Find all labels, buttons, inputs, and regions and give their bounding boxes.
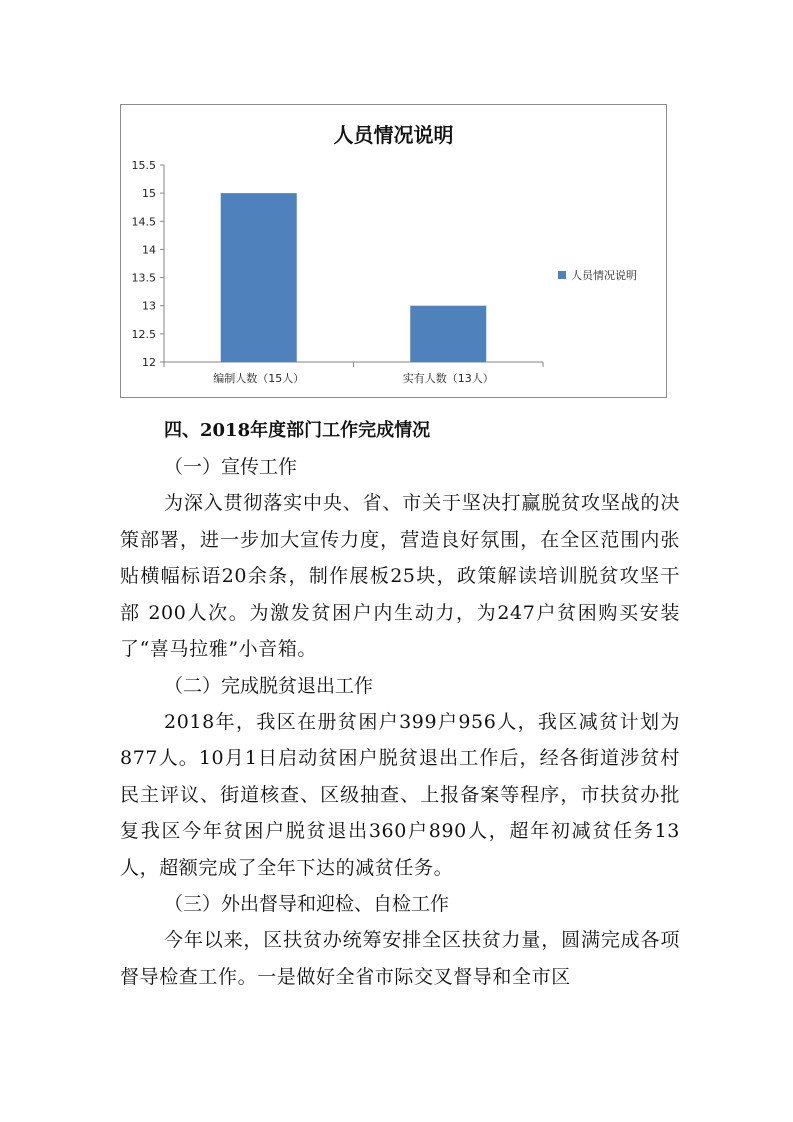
- legend-label: 人员情况说明: [571, 269, 637, 282]
- chart-plot: [121, 105, 666, 397]
- y-tick-label: 12: [142, 356, 156, 369]
- y-tick-label: 15: [142, 187, 156, 201]
- y-tick-label: 12.5: [131, 327, 156, 341]
- subsection-heading-publicity: （一）宣传工作: [164, 456, 298, 478]
- document-body: [120, 413, 680, 995]
- section-heading: 四、2018年度部门工作完成情况: [164, 420, 431, 441]
- paragraph-inspection: 今年以来，区扶贫办统筹安排全区扶贫力量，圆满完成各项督导检查工作。一是做好全省市际交叉督导和全市区: [120, 929, 680, 988]
- x-tick-label: 编制人数（15人）: [213, 372, 305, 385]
- legend-swatch: [558, 271, 566, 279]
- subsection-heading-inspection: （三）外出督导和迎检、自检工作: [164, 893, 450, 915]
- chart-legend: [558, 267, 637, 283]
- y-tick-label: 13.5: [131, 271, 156, 285]
- chart-title: 人员情况说明: [333, 123, 454, 147]
- paragraph-poverty-exit: 2018年，我区在册贫困户399户956人，我区减贫计划为877人。10月1日启动贫困户脱贫退出工作后，经各街道涉贫村民主评议、街道核查、区级抽查、上报备案等程序，市扶贫办批复我区今年贫困户脱贫退出360户890人，超年初减贫任务13人，超额完成了全年下达的减贫任务。: [120, 710, 680, 879]
- y-tick-label: 13: [142, 299, 156, 313]
- x-tick-label: 实有人数（13人）: [402, 372, 494, 385]
- y-tick-label: 14: [142, 243, 156, 257]
- bar-chart: [120, 104, 667, 398]
- bar: [410, 306, 486, 362]
- paragraph-publicity: 为深入贯彻落实中央、省、市关于坚决打赢脱贫攻坚战的决策部署，进一步加大宣传力度，营造良好氛围，在全区范围内张贴横幅标语20余条，制作展板25块，政策解读培训脱贫攻坚干部 200人次。为激发贫困户内生动力，为247户贫困购买安装了“喜马拉雅”小音箱。: [120, 492, 680, 660]
- subsection-heading-poverty-exit: （二）完成脱贫退出工作: [164, 674, 374, 697]
- y-tick-label: 14.5: [131, 215, 156, 229]
- y-tick-label: 15.5: [131, 159, 156, 172]
- bar: [221, 193, 297, 362]
